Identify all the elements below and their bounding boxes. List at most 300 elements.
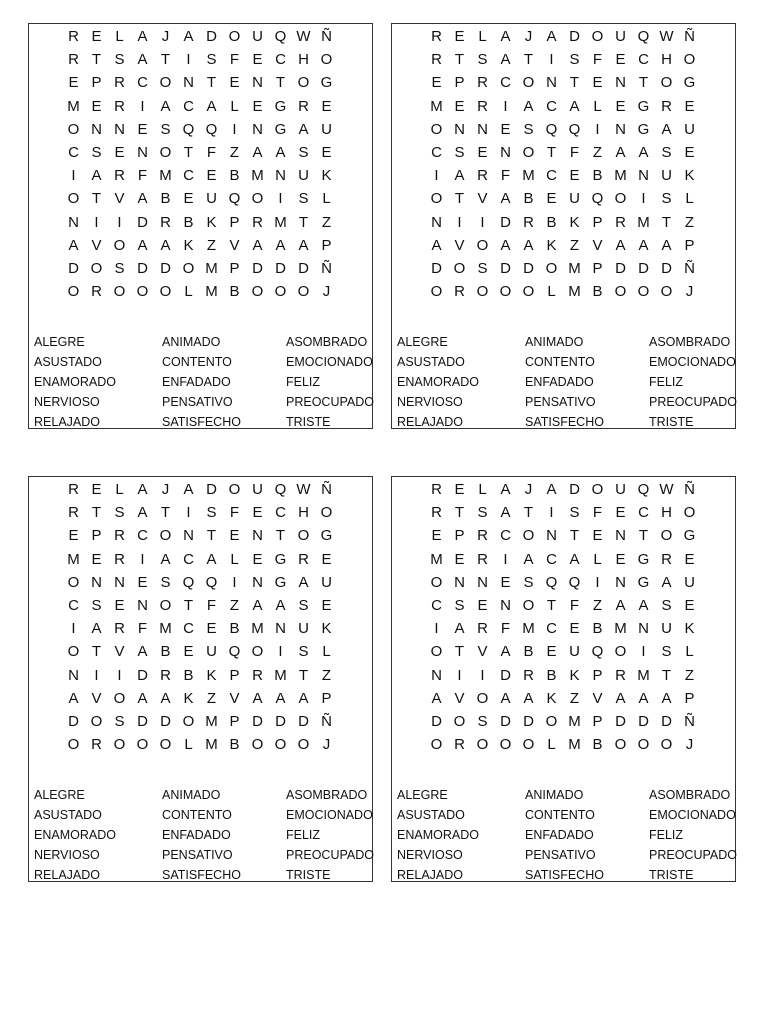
grid-letter: E bbox=[592, 74, 603, 92]
word-list bbox=[34, 785, 374, 885]
grid-letter: N bbox=[500, 597, 511, 615]
grid-letter: F bbox=[229, 51, 240, 69]
grid-letter: O bbox=[159, 144, 172, 162]
grid-letter: L bbox=[478, 28, 487, 46]
grid-letter: D bbox=[500, 213, 511, 231]
grid-letter: T bbox=[91, 504, 102, 522]
grid-letter: C bbox=[275, 51, 286, 69]
letter-grid bbox=[425, 478, 701, 756]
word-list-item: SATISFECHO bbox=[162, 415, 241, 429]
grid-letter: T bbox=[454, 504, 465, 522]
grid-letter: S bbox=[569, 51, 580, 69]
grid-letter: E bbox=[252, 51, 263, 69]
word-list-item: RELAJADO bbox=[397, 415, 463, 429]
grid-letter: A bbox=[431, 236, 442, 254]
grid-letter: C bbox=[183, 620, 194, 638]
grid-letter: A bbox=[546, 28, 557, 46]
word-list-item: PENSATIVO bbox=[162, 848, 233, 862]
grid-letter: R bbox=[68, 481, 79, 499]
word-list-item: CONTENTO bbox=[162, 355, 232, 369]
grid-letter: T bbox=[523, 504, 534, 522]
grid-letter: G bbox=[274, 573, 287, 591]
grid-letter: E bbox=[454, 481, 465, 499]
word-list-item: NERVIOSO bbox=[34, 395, 100, 409]
grid-letter: A bbox=[661, 689, 672, 707]
grid-letter: T bbox=[91, 51, 102, 69]
grid-letter: J bbox=[685, 283, 694, 301]
grid-letter: E bbox=[183, 190, 194, 208]
grid-letter: T bbox=[298, 213, 309, 231]
word-list-item: ASUSTADO bbox=[34, 355, 102, 369]
grid-letter: U bbox=[615, 481, 626, 499]
grid-letter: I bbox=[278, 190, 283, 208]
word-list-item: TRISTE bbox=[286, 868, 331, 882]
grid-letter: S bbox=[91, 144, 102, 162]
word-list-item: PREOCUPADO bbox=[649, 395, 737, 409]
grid-letter: A bbox=[454, 167, 465, 185]
grid-letter: I bbox=[186, 51, 191, 69]
grid-letter: M bbox=[430, 97, 443, 115]
grid-letter: Z bbox=[684, 213, 695, 231]
grid-letter: S bbox=[160, 120, 171, 138]
grid-letter: I bbox=[71, 167, 76, 185]
grid-letter: A bbox=[252, 236, 263, 254]
grid-letter: U bbox=[206, 643, 217, 661]
grid-letter: S bbox=[477, 51, 488, 69]
grid-letter: K bbox=[684, 167, 695, 185]
grid-letter: O bbox=[614, 736, 627, 754]
word-list-item: ENFADADO bbox=[525, 375, 594, 389]
grid-letter: I bbox=[457, 213, 462, 231]
grid-letter: I bbox=[232, 573, 237, 591]
word-list-item: ASUSTADO bbox=[397, 355, 465, 369]
grid-letter: O bbox=[476, 689, 489, 707]
grid-letter: R bbox=[160, 213, 171, 231]
grid-letter: I bbox=[503, 97, 508, 115]
word-list-item: ANIMADO bbox=[525, 788, 584, 802]
grid-letter: E bbox=[454, 28, 465, 46]
grid-letter: O bbox=[614, 643, 627, 661]
grid-letter: R bbox=[523, 213, 534, 231]
grid-letter: T bbox=[569, 74, 580, 92]
grid-letter: B bbox=[546, 666, 557, 684]
grid-letter: S bbox=[454, 144, 465, 162]
grid-letter: U bbox=[321, 573, 332, 591]
grid-letter: O bbox=[522, 144, 535, 162]
grid-letter: E bbox=[229, 527, 240, 545]
word-list-item: ANIMADO bbox=[525, 335, 584, 349]
grid-letter: R bbox=[477, 550, 488, 568]
grid-letter: O bbox=[67, 120, 80, 138]
grid-letter: O bbox=[90, 712, 103, 730]
grid-letter: Q bbox=[637, 28, 650, 46]
grid-letter: C bbox=[183, 550, 194, 568]
grid-letter: O bbox=[67, 643, 80, 661]
grid-letter: I bbox=[641, 190, 646, 208]
grid-letter: A bbox=[137, 689, 148, 707]
word-list-item: EMOCIONADO bbox=[286, 355, 373, 369]
grid-letter: I bbox=[434, 620, 439, 638]
grid-letter: T bbox=[546, 144, 557, 162]
grid-letter: E bbox=[321, 550, 332, 568]
grid-letter: E bbox=[500, 120, 511, 138]
grid-letter: A bbox=[569, 97, 580, 115]
grid-letter: Ñ bbox=[684, 259, 695, 277]
grid-letter: R bbox=[477, 97, 488, 115]
word-list-item: ENAMORADO bbox=[34, 828, 116, 842]
grid-letter: M bbox=[568, 736, 581, 754]
grid-letter: E bbox=[454, 97, 465, 115]
grid-letter: V bbox=[114, 643, 125, 661]
grid-letter: T bbox=[454, 190, 465, 208]
grid-letter: R bbox=[431, 481, 442, 499]
grid-letter: N bbox=[275, 620, 286, 638]
grid-letter: M bbox=[637, 213, 650, 231]
grid-letter: Ñ bbox=[321, 481, 332, 499]
grid-letter: G bbox=[320, 527, 333, 545]
grid-letter: A bbox=[275, 597, 286, 615]
grid-letter: E bbox=[546, 190, 557, 208]
grid-letter: I bbox=[94, 213, 99, 231]
grid-letter: P bbox=[592, 712, 603, 730]
word-list-item: RELAJADO bbox=[34, 868, 100, 882]
grid-letter: D bbox=[638, 259, 649, 277]
grid-letter: C bbox=[183, 167, 194, 185]
grid-letter: O bbox=[430, 573, 443, 591]
grid-letter: D bbox=[252, 712, 263, 730]
grid-letter: C bbox=[431, 597, 442, 615]
grid-letter: F bbox=[229, 504, 240, 522]
grid-letter: E bbox=[206, 167, 217, 185]
word-list-item: ANIMADO bbox=[162, 335, 221, 349]
grid-letter: A bbox=[298, 689, 309, 707]
grid-letter: Z bbox=[206, 689, 217, 707]
grid-letter: A bbox=[275, 236, 286, 254]
grid-letter: M bbox=[205, 736, 218, 754]
grid-letter: O bbox=[159, 74, 172, 92]
grid-letter: A bbox=[160, 97, 171, 115]
grid-letter: P bbox=[592, 213, 603, 231]
grid-letter: M bbox=[568, 712, 581, 730]
grid-letter: P bbox=[229, 259, 240, 277]
grid-letter: N bbox=[91, 120, 102, 138]
word-list-item: TRISTE bbox=[649, 415, 694, 429]
grid-letter: O bbox=[522, 74, 535, 92]
grid-letter: R bbox=[68, 504, 79, 522]
grid-letter: N bbox=[454, 120, 465, 138]
grid-letter: R bbox=[252, 213, 263, 231]
grid-letter: L bbox=[184, 736, 193, 754]
grid-letter: M bbox=[274, 666, 287, 684]
grid-letter: U bbox=[684, 573, 695, 591]
grid-letter: R bbox=[298, 550, 309, 568]
grid-letter: Z bbox=[321, 213, 332, 231]
grid-letter: E bbox=[592, 527, 603, 545]
grid-letter: T bbox=[91, 643, 102, 661]
grid-letter: B bbox=[229, 283, 240, 301]
grid-letter: D bbox=[137, 259, 148, 277]
grid-letter: R bbox=[477, 74, 488, 92]
grid-letter: O bbox=[67, 736, 80, 754]
grid-letter: A bbox=[615, 689, 626, 707]
grid-letter: A bbox=[569, 550, 580, 568]
grid-letter: D bbox=[160, 712, 171, 730]
grid-letter: A bbox=[183, 28, 194, 46]
grid-letter: U bbox=[661, 620, 672, 638]
grid-letter: Q bbox=[182, 120, 195, 138]
grid-letter: O bbox=[90, 259, 103, 277]
grid-letter: B bbox=[546, 213, 557, 231]
word-list-item: TRISTE bbox=[286, 415, 331, 429]
word-search-card-bottom-left bbox=[28, 476, 373, 882]
grid-letter: A bbox=[523, 550, 534, 568]
grid-letter: B bbox=[592, 620, 603, 638]
grid-letter: A bbox=[160, 550, 171, 568]
word-list-item: PREOCUPADO bbox=[286, 395, 374, 409]
grid-letter: A bbox=[431, 689, 442, 707]
grid-letter: I bbox=[480, 213, 485, 231]
grid-letter: O bbox=[159, 736, 172, 754]
grid-letter: A bbox=[252, 689, 263, 707]
grid-letter: A bbox=[275, 689, 286, 707]
grid-letter: L bbox=[547, 283, 556, 301]
grid-letter: W bbox=[659, 28, 674, 46]
grid-letter: E bbox=[569, 620, 580, 638]
grid-letter: S bbox=[661, 643, 672, 661]
grid-letter: G bbox=[637, 573, 650, 591]
grid-letter: T bbox=[523, 51, 534, 69]
grid-letter: S bbox=[206, 51, 217, 69]
grid-letter: L bbox=[685, 190, 694, 208]
grid-letter: T bbox=[275, 74, 286, 92]
grid-letter: A bbox=[68, 689, 79, 707]
word-list-item: ASUSTADO bbox=[34, 808, 102, 822]
word-list-item: CONTENTO bbox=[525, 355, 595, 369]
grid-letter: O bbox=[297, 527, 310, 545]
grid-letter: A bbox=[638, 689, 649, 707]
grid-letter: Q bbox=[205, 120, 218, 138]
grid-letter: D bbox=[275, 712, 286, 730]
grid-letter: B bbox=[183, 213, 194, 231]
grid-letter: T bbox=[91, 190, 102, 208]
grid-letter: O bbox=[430, 736, 443, 754]
grid-letter: K bbox=[569, 213, 580, 231]
grid-letter: D bbox=[500, 259, 511, 277]
grid-letter: Q bbox=[228, 190, 241, 208]
word-list-item: EMOCIONADO bbox=[649, 808, 736, 822]
grid-letter: O bbox=[251, 283, 264, 301]
grid-letter: O bbox=[614, 283, 627, 301]
grid-letter: R bbox=[68, 51, 79, 69]
grid-letter: J bbox=[161, 481, 170, 499]
grid-letter: J bbox=[524, 28, 533, 46]
word-list-item: ASOMBRADO bbox=[286, 335, 368, 349]
grid-letter: Q bbox=[591, 190, 604, 208]
grid-letter: N bbox=[431, 213, 442, 231]
grid-letter: E bbox=[91, 481, 102, 499]
grid-letter: Ñ bbox=[321, 259, 332, 277]
grid-letter: A bbox=[160, 689, 171, 707]
word-list-item: PREOCUPADO bbox=[286, 848, 374, 862]
word-list-item: FELIZ bbox=[286, 375, 321, 389]
grid-letter: Q bbox=[568, 573, 581, 591]
grid-letter: O bbox=[228, 481, 241, 499]
grid-letter: D bbox=[431, 712, 442, 730]
word-list-item: EMOCIONADO bbox=[286, 808, 373, 822]
grid-letter: O bbox=[660, 736, 673, 754]
grid-letter: E bbox=[454, 550, 465, 568]
grid-letter: E bbox=[477, 144, 488, 162]
grid-letter: A bbox=[546, 481, 557, 499]
word-list bbox=[397, 332, 737, 432]
grid-letter: O bbox=[660, 74, 673, 92]
grid-letter: E bbox=[684, 144, 695, 162]
grid-letter: O bbox=[430, 643, 443, 661]
grid-letter: S bbox=[206, 504, 217, 522]
word-list-item: ALEGRE bbox=[397, 335, 448, 349]
grid-letter: L bbox=[184, 283, 193, 301]
grid-letter: S bbox=[661, 144, 672, 162]
grid-letter: W bbox=[296, 481, 311, 499]
grid-letter: R bbox=[454, 736, 465, 754]
grid-letter: R bbox=[298, 97, 309, 115]
grid-letter: C bbox=[638, 504, 649, 522]
grid-letter: O bbox=[159, 283, 172, 301]
grid-letter: S bbox=[298, 597, 309, 615]
grid-letter: M bbox=[568, 283, 581, 301]
grid-letter: C bbox=[546, 620, 557, 638]
word-list-item: ALEGRE bbox=[34, 335, 85, 349]
grid-letter: I bbox=[71, 620, 76, 638]
grid-letter: S bbox=[477, 504, 488, 522]
grid-letter: E bbox=[321, 597, 332, 615]
grid-letter: A bbox=[500, 190, 511, 208]
grid-letter: P bbox=[592, 259, 603, 277]
grid-letter: B bbox=[160, 190, 171, 208]
grid-letter: D bbox=[661, 712, 672, 730]
grid-letter: S bbox=[454, 597, 465, 615]
grid-letter: N bbox=[137, 597, 148, 615]
grid-letter: I bbox=[140, 97, 145, 115]
grid-letter: R bbox=[114, 167, 125, 185]
grid-letter: R bbox=[477, 620, 488, 638]
grid-letter: R bbox=[431, 28, 442, 46]
grid-letter: E bbox=[684, 597, 695, 615]
grid-letter: E bbox=[252, 550, 263, 568]
grid-letter: L bbox=[593, 550, 602, 568]
grid-letter: O bbox=[683, 51, 696, 69]
word-list-item: PENSATIVO bbox=[525, 848, 596, 862]
grid-letter: O bbox=[67, 190, 80, 208]
grid-letter: O bbox=[136, 736, 149, 754]
grid-letter: N bbox=[137, 144, 148, 162]
grid-letter: B bbox=[523, 643, 534, 661]
grid-letter: F bbox=[592, 504, 603, 522]
grid-letter: N bbox=[477, 573, 488, 591]
grid-letter: D bbox=[615, 712, 626, 730]
grid-letter: C bbox=[546, 550, 557, 568]
grid-letter: E bbox=[68, 527, 79, 545]
grid-letter: A bbox=[500, 689, 511, 707]
grid-letter: Q bbox=[545, 573, 558, 591]
grid-letter: A bbox=[91, 167, 102, 185]
grid-letter: R bbox=[431, 504, 442, 522]
grid-letter: O bbox=[297, 283, 310, 301]
grid-letter: E bbox=[431, 74, 442, 92]
grid-letter: L bbox=[230, 97, 239, 115]
grid-letter: K bbox=[206, 213, 217, 231]
grid-letter: I bbox=[94, 666, 99, 684]
grid-letter: Z bbox=[321, 666, 332, 684]
grid-letter: S bbox=[661, 597, 672, 615]
grid-letter: C bbox=[137, 74, 148, 92]
grid-letter: F bbox=[137, 620, 148, 638]
grid-letter: P bbox=[91, 527, 102, 545]
grid-letter: N bbox=[68, 666, 79, 684]
grid-letter: I bbox=[232, 120, 237, 138]
grid-letter: O bbox=[320, 504, 333, 522]
grid-letter: I bbox=[117, 213, 122, 231]
grid-letter: F bbox=[500, 620, 511, 638]
grid-letter: I bbox=[434, 167, 439, 185]
word-list-item: ENAMORADO bbox=[397, 828, 479, 842]
grid-letter: D bbox=[523, 712, 534, 730]
grid-letter: V bbox=[454, 689, 465, 707]
grid-letter: A bbox=[206, 550, 217, 568]
grid-letter: S bbox=[298, 144, 309, 162]
word-list-item: PENSATIVO bbox=[525, 395, 596, 409]
grid-letter: O bbox=[476, 736, 489, 754]
grid-letter: M bbox=[430, 550, 443, 568]
grid-letter: L bbox=[322, 190, 331, 208]
grid-letter: A bbox=[137, 481, 148, 499]
grid-letter: Z bbox=[569, 236, 580, 254]
grid-letter: S bbox=[569, 504, 580, 522]
grid-letter: L bbox=[115, 28, 124, 46]
grid-letter: J bbox=[161, 28, 170, 46]
grid-letter: S bbox=[523, 573, 534, 591]
grid-letter: S bbox=[160, 573, 171, 591]
grid-letter: B bbox=[592, 167, 603, 185]
grid-letter: D bbox=[431, 259, 442, 277]
grid-letter: Ñ bbox=[684, 712, 695, 730]
grid-letter: V bbox=[477, 643, 488, 661]
grid-letter: K bbox=[569, 666, 580, 684]
grid-letter: K bbox=[546, 689, 557, 707]
grid-letter: U bbox=[569, 190, 580, 208]
grid-letter: O bbox=[453, 712, 466, 730]
word-list-item: SATISFECHO bbox=[162, 868, 241, 882]
grid-letter: P bbox=[229, 712, 240, 730]
grid-letter: G bbox=[274, 97, 287, 115]
word-list-item: CONTENTO bbox=[525, 808, 595, 822]
word-list-item: ASUSTADO bbox=[397, 808, 465, 822]
grid-letter: S bbox=[114, 259, 125, 277]
grid-letter: N bbox=[638, 620, 649, 638]
grid-letter: V bbox=[592, 689, 603, 707]
grid-letter: P bbox=[229, 666, 240, 684]
grid-letter: R bbox=[91, 283, 102, 301]
grid-letter: V bbox=[477, 190, 488, 208]
word-search-card-bottom-right bbox=[391, 476, 736, 882]
grid-letter: O bbox=[274, 283, 287, 301]
grid-letter: D bbox=[615, 259, 626, 277]
word-list-item: ENFADADO bbox=[525, 828, 594, 842]
grid-letter: A bbox=[252, 597, 263, 615]
grid-letter: J bbox=[322, 736, 331, 754]
grid-letter: A bbox=[160, 236, 171, 254]
grid-letter: U bbox=[661, 167, 672, 185]
